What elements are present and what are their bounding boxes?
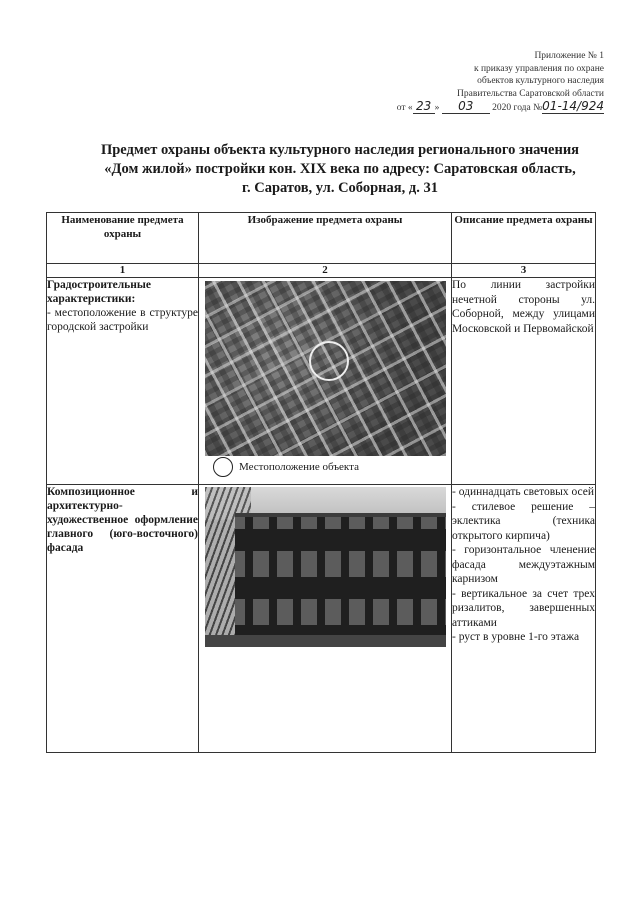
header-name: Наименование предмета охраны <box>47 213 199 264</box>
title-line-1: Предмет охраны объекта культурного наследия регионального значения <box>100 142 580 158</box>
facade-windows <box>235 517 446 647</box>
list-item: - горизонтальное членение фасада междуэтажным карнизом <box>452 544 595 585</box>
header-description: Описание предмета охраны <box>452 213 596 264</box>
order-month: 03 <box>442 100 490 114</box>
order-day: 23 <box>413 100 435 114</box>
order-number: 01-14/924 <box>542 99 604 113</box>
header-image: Изображение предмета охраны <box>199 213 452 264</box>
list-item: - стилевое решение – эклектика (техника открытого кирпича) <box>452 500 595 542</box>
appendix-line-3: объектов культурного наследия <box>477 76 604 86</box>
protection-table <box>46 212 596 753</box>
column-number-1: 1 <box>47 264 199 278</box>
aerial-map-image <box>205 281 446 456</box>
appendix-line-1: Приложение № 1 <box>534 51 604 61</box>
order-year-label: 2020 года № <box>492 103 543 113</box>
facade-photo <box>205 487 446 647</box>
list-item: - одиннадцать световых осей <box>452 486 595 498</box>
row2-name-cell <box>47 485 199 753</box>
document-title <box>75 141 605 198</box>
list-item: - руст в уровне 1-го этажа <box>452 631 580 643</box>
title-line-3: г. Саратов, ул. Соборная, д. 31 <box>242 180 438 196</box>
row1-name-text: - местоположение в структуре городской застройки <box>47 307 198 333</box>
row2-description-cell <box>452 485 596 753</box>
from-label: от <box>396 103 406 113</box>
legend-label: Местоположение объекта <box>239 461 359 473</box>
location-ring <box>309 341 349 381</box>
table-row <box>47 278 596 485</box>
map-legend <box>213 456 451 478</box>
appendix-line-4: Правительства Саратовской области <box>457 88 604 99</box>
table-row <box>47 485 596 753</box>
title-line-2: «Дом жилой» постройки кон. XIX века по адресу: Саратовская область, <box>104 161 576 177</box>
row1-image-cell <box>199 278 452 485</box>
row1-name-heading: Градостроительные характеристики: <box>47 279 151 305</box>
legend-circle-icon <box>213 457 233 477</box>
appendix-block <box>344 50 604 115</box>
order-date-line: от « 23 » 03 2020 года №01-14/924 <box>396 99 604 113</box>
row1-name-cell <box>47 278 199 485</box>
row1-description-cell: По линии застройки нечетной стороны ул. Соборной, между улицами Московской и Первомайской <box>452 278 596 485</box>
appendix-line-2: к приказу управления по охране <box>473 63 604 74</box>
column-number-2: 2 <box>199 264 452 278</box>
table-number-row <box>47 264 596 278</box>
facade-ground <box>205 635 446 647</box>
list-item: - вертикальное за счет трех ризалитов, завершенных аттиками <box>452 587 595 629</box>
column-number-3: 3 <box>452 264 596 278</box>
row2-name-heading: Композиционное и архитектурно-художественное оформление главного (юго-восточного) фасада <box>47 486 198 554</box>
row2-image-cell <box>199 485 452 753</box>
table-header-row <box>47 213 596 264</box>
